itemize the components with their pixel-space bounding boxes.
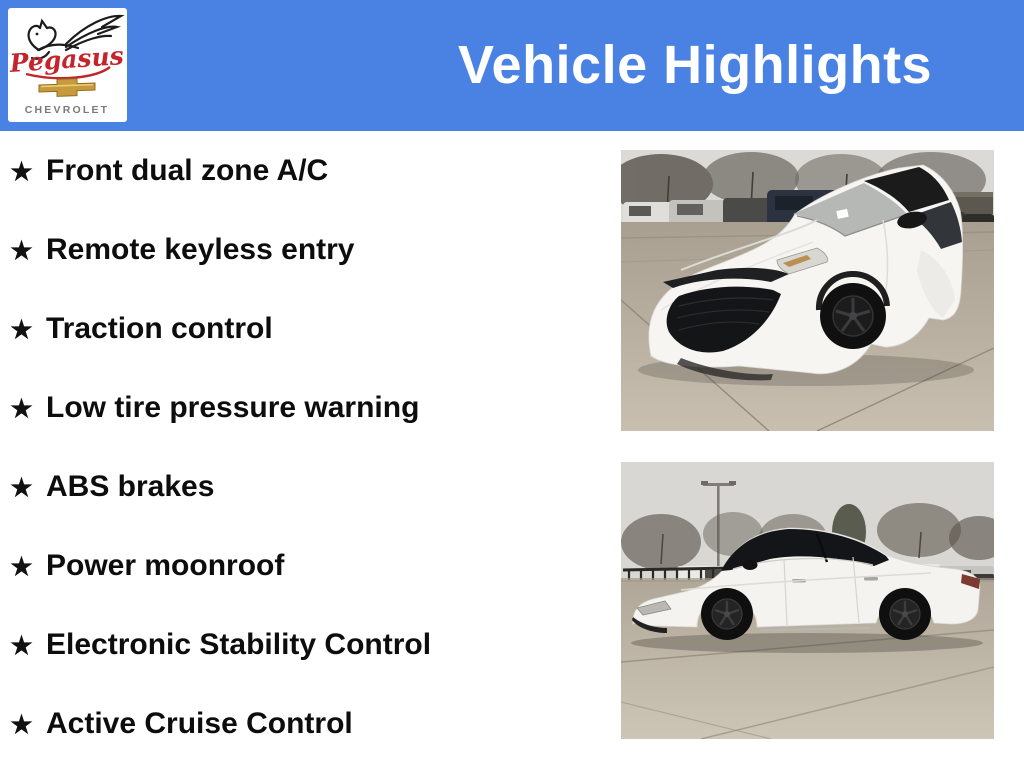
feature-label: Low tire pressure warning [46, 391, 420, 424]
side-mirror [743, 560, 758, 570]
front-wheel [820, 283, 886, 349]
vehicle-photo-front-quarter [621, 150, 994, 431]
front-quarter-photo-illustration [621, 150, 994, 431]
feature-item [10, 154, 610, 188]
dealer-logo [8, 8, 127, 122]
vehicle-photo-side [621, 462, 994, 739]
front-wheel [701, 588, 753, 640]
star-bullet-icon [10, 713, 33, 735]
feature-item [10, 549, 610, 583]
feature-item [10, 391, 610, 425]
feature-label: Power moonroof [46, 549, 285, 582]
door-handle [864, 577, 878, 581]
page-title: Vehicle Highlights [458, 35, 933, 95]
feature-label: Electronic Stability Control [46, 628, 432, 661]
feature-label: Remote keyless entry [46, 233, 355, 266]
feature-item [10, 470, 610, 504]
star-bullet-icon [10, 555, 33, 577]
brand-wordmark: CHEVROLET [24, 104, 110, 116]
feature-label: Traction control [46, 312, 273, 345]
star-bullet-icon [10, 318, 33, 340]
star-bullet-icon [10, 397, 33, 419]
side-profile-photo-illustration [621, 462, 994, 739]
feature-item [10, 233, 610, 267]
vehicle-features-list [10, 154, 610, 741]
pegasus-chevrolet-logo-icon [8, 8, 127, 122]
star-bullet-icon [10, 160, 33, 182]
header-banner [0, 0, 1024, 131]
car-shadow [631, 633, 983, 653]
horse-eye [36, 33, 39, 36]
feature-label: ABS brakes [46, 470, 215, 503]
dealer-script-name: Pegasus [8, 41, 125, 78]
feature-item [10, 312, 610, 346]
chevrolet-bowtie-icon [39, 78, 95, 97]
feature-item [10, 628, 610, 662]
rear-wheel [879, 588, 931, 640]
star-bullet-icon [10, 239, 33, 261]
star-bullet-icon [10, 634, 33, 656]
star-bullet-icon [10, 476, 33, 498]
feature-item [10, 707, 610, 741]
feature-label: Front dual zone A/C [46, 154, 329, 187]
feature-label: Active Cruise Control [46, 707, 353, 740]
